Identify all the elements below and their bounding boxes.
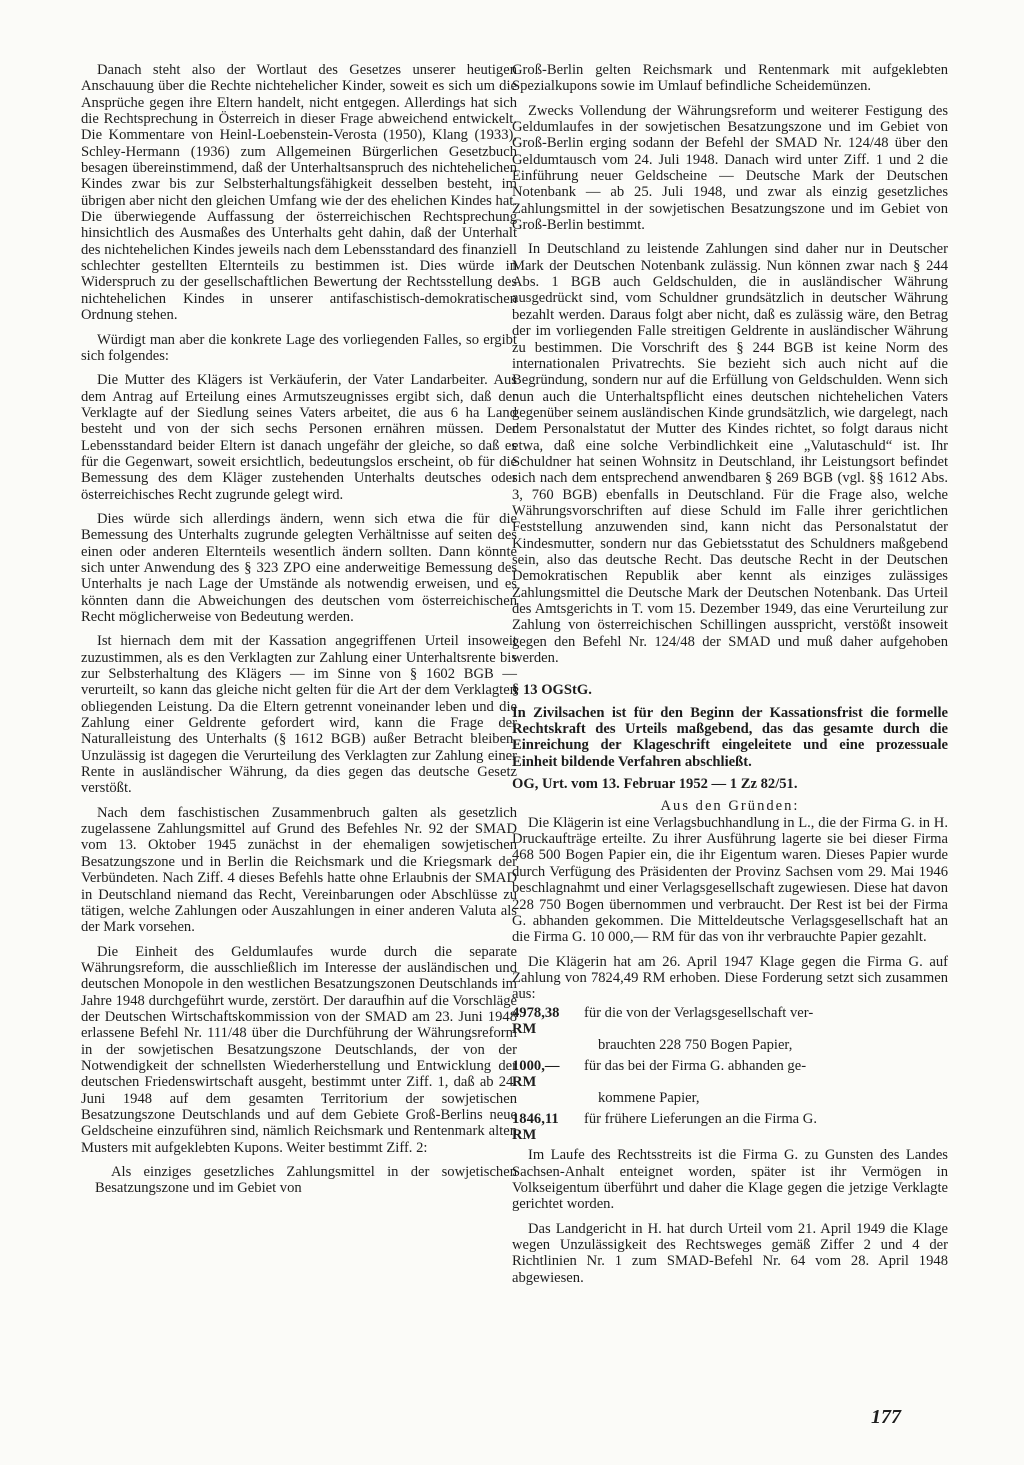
claim-amount: 1846,11 RM [512,1110,559,1143]
claim-amount: 1000,— RM [512,1057,560,1090]
paragraph: Die Einheit des Geldumlaufes wurde durch die separate Währungsreform, die ausschließlich im Interesse der ausländischen und deutschen Monopole in den westlichen Besatzungszonen Deutschlands im Jahre 1948 durchgeführt wurde, zerstört. Der daraufhin auf die Vorschläge der Deutschen Wirtschaftskommission von der SMAD am 23. Juni 1948 erlassene Befehl Nr. 111/48 über die Durchführung der Währungsreform in der sowjetischen Besatzungszone Deutschlands, der von der Notwendigkeit der schnellsten Wiederherstellung und Entwicklung der deutschen Friedenswirtschaft ausgeht, bestimmt unter Ziff. 1, daß ab 24. Juni 1948 auf dem gesamten Territorium der sowjetischen Besatzungszone Deutschlands und auf dem Gebiete Groß-Berlins neue Geldscheine einzuführen sind, nämlich Reichsmark und Rentenmark alten Musters mit aufgeklebten Kupons. Weiter bestimmt Ziff. 2: [81,943,517,1156]
section-heading: § 13 OGStG. [512,682,592,699]
paragraph: Nach dem faschistischen Zusammenbruch galten als gesetzlich zugelassene Zahlungsmittel auf Grund des Befehles Nr. 92 der SMAD vom 13. Oktober 1945 zunächst in der ehemaligen sowjetischen Besatzungszone und in Berlin die Reichsmark und die Kriegsmark der Verbündeten. Nach Ziff. 4 dieses Befehls hatte ohne Erlaubnis der SMAD in Deutschland niemand das Recht, Vereinbarungen oder Abschlüsse zu tätigen, welche Zahlungen oder Auszahlungen in einer anderen Valuta als der Mark vorsehen. [81,804,517,936]
paragraph: Groß-Berlin gelten Reichsmark und Rentenmark mit aufgeklebten Spezialkupons sowie im Umlauf befindliche Scheidemünzen. [512,62,948,95]
headnote: In Zivilsachen ist für den Beginn der Kassationsfrist die formelle Rechtskraft des Urteils maßgebend, das das gesamte durch die Einreichung der Klageschrift eingeleitete und eine prozessuale Einheit bildende Verfahren abschließt. [512,704,948,770]
quote-paragraph: Als einziges gesetzliches Zahlungsmittel in der sowjetischen Besatzungszone und im Gebiet von [95,1164,517,1197]
claim-list [512,1005,948,1144]
paragraph: Zwecks Vollendung der Währungsreform und weiterer Festigung des Geldumlaufes in der sowjetischen Besatzungszone und im Gebiet von Groß-Berlin erging sodann der Befehl der SMAD Nr. 124/48 über den Geldumtausch vom 24. Juli 1948. Danach wird unter Ziff. 1 und 2 die Einführung neuer Geldscheine — Deutsche Mark der Deutschen Notenbank — ab 25. Juli 1948, und zwar als einzig gesetzliches Zahlungsmittel in der sowjetischen Besatzungszone und im Gebiet von Groß-Berlin bestimmt. [512,102,948,234]
claim-item [512,1005,948,1038]
claim-description-continued: kommene Papier, [598,1090,700,1107]
left-column [81,62,517,1197]
paragraph: Würdigt man aber die konkrete Lage des vorliegenden Falles, so ergibt sich folgendes: [81,331,517,364]
claim-description: für das bei der Firma G. abhanden ge- [584,1057,807,1074]
claim-description-continued: brauchten 228 750 Bogen Papier, [598,1037,793,1054]
claim-item [512,1058,948,1091]
paragraph: Im Laufe des Rechtsstreits ist die Firma G. zu Gunsten des Landes Sachsen-Anhalt enteignet worden, später ist ihr Vermögen in Volkseigentum überführt und daher die Klage gegen die jetzige Verklagte gerichtet worden. [512,1147,948,1213]
right-column [512,62,948,1286]
page-number: 177 [871,1406,901,1428]
claim-item [512,1111,948,1144]
claim-amount: 4978,38 RM [512,1004,560,1037]
paragraph: Danach steht also der Wortlaut des Gesetzes unserer heutigen Anschauung über die Rechte nichtehelicher Kinder, soweit es sich um die Ansprüche gegen ihre Eltern handelt, nicht entgegen. Allerdings hat sich die Rechtsprechung in Österreich in dieser Frage abweichend entwickelt. Die Kommentare von Heinl-Loebenstein-Verosta (1950), Klang (1933), Schley-Hermann (1936) zum Allgemeinen Bürgerlichen Gesetzbuch besagen übereinstimmend, daß der Unterhaltsanspruch des nichtehelichen Kindes zwar bis zur Selbsterhaltungsfähigkeit desselben besteht, im übrigen aber nicht den gleichen Umfang wie der des ehelichen Kindes hat. Die überwiegende Auffassung der österreichischen Rechtsprechung hinsichtlich des Ausmaßes des Unterhalts geht dahin, daß der Unterhalt des nichtehelichen Kindes jeweils nach dem Lebensstandard des finanziell schlechter gestellten Elternteils zu bestimmen ist. Dies würde in Widerspruch zu der gesellschaftlichen Bewertung der Rechtsstellung des nichtehelichen Kindes in unserer antifaschistisch-demokratischen Ordnung stehen. [81,62,517,324]
paragraph: Die Klägerin ist eine Verlagsbuchhandlung in L., die der Firma G. in H. Druckaufträge erteilte. Zu ihrer Ausführung lagerte sie bei dieser Firma 468 500 Bogen Papier ein, die ihr Eigentum waren. Dieses Papier wurde durch Verfügung des Präsidenten der Provinz Sachsen vom 29. Mai 1946 beschlagnahmt und einer Verlagsgesellschaft zugewiesen. Diese hat davon 228 750 Bogen übernommen und verbraucht. Der Rest ist bei der Firma G. abhanden gekommen. Die Mitteldeutsche Verlagsgesellschaft hat an die Firma G. 10 000,— RM für das von ihr verbrauchte Papier gezahlt. [512,814,948,946]
paragraph: Die Klägerin hat am 26. April 1947 Klage gegen die Firma G. auf Zahlung von 7824,49 RM erhoben. Diese Forderung setzt sich zusammen aus: [512,953,948,1003]
paragraph: Ist hiernach dem mit der Kassation angegriffenen Urteil insoweit zuzustimmen, als es den Verklagten zur Zahlung einer Unterhaltsrente bis zur Selbsterhaltung des Klägers — im Sinne von § 1602 BGB — verurteilt, so kann das gleiche nicht gelten für die Art der dem Verklagten obliegenden Leistung. Da die Eltern getrennt voneinander leben und die Zahlung einer Geldrente gefordert wird, kann die Frage der Naturalleistung des Unterhalts (§ 1612 BGB) außer Betracht bleiben. Unzulässig ist dagegen die Verurteilung des Verklagten zur Zahlung einer Rente in ausländischer Währung, da dies gegen das deutsche Gesetz verstößt. [81,633,517,797]
grounds-heading: Aus den Gründen: [660,798,800,815]
paragraph: Dies würde sich allerdings ändern, wenn sich etwa die für die Bemessung des Unterhalts zugrunde gelegten Verhältnisse auf seiten des einen oder anderen Elternteils wesentlich ändern sollten. Dann könnte sich unter Anwendung des § 323 ZPO eine anderweitige Bemessung des Unterhalts je nach Lage der Umstände als notwendig erweisen, und es könnten dann die Abweichungen des deutschen vom österreichischen Recht möglicherweise von Bedeutung werden. [81,510,517,625]
paragraph: Das Landgericht in H. hat durch Urteil vom 21. April 1949 die Klage wegen Unzulässigkeit des Rechtsweges gemäß Ziffer 2 und 4 der Richtlinien Nr. 1 zum SMAD-Befehl Nr. 64 vom 28. April 1948 abgewiesen. [512,1220,948,1286]
claim-description: für die von der Verlagsgesellschaft ver- [584,1004,814,1021]
paragraph: Die Mutter des Klägers ist Verkäuferin, der Vater Landarbeiter. Aus dem Antrag auf Erteilung eines Armutszeugnisses ergibt sich, daß der Verklagte auf der Siedlung seines Vaters arbeitet, die aus 6 ha Land besteht und von der sich sechs Personen ernähren müssen. Der Lebensstandard beider Eltern ist danach ungefähr der gleiche, so daß es für die Gegenwart, soweit ersichtlich, bedeutungslos erscheint, ob für die Bemessung des dem Kläger zustehenden Unterhalts deutsches oder österreichisches Recht zugrunde gelegt wird. [81,372,517,503]
claim-description: für frühere Lieferungen an die Firma G. [584,1110,817,1127]
case-citation: OG, Urt. vom 13. Februar 1952 — 1 Zz 82/51. [512,776,798,793]
paragraph: In Deutschland zu leistende Zahlungen sind daher nur in Deutscher Mark der Deutschen Notenbank zulässig. Nun können zwar nach § 244 Abs. 1 BGB auch Geldschulden, die in ausländischer Währung ausgedrückt sind, vom Schuldner grundsätzlich in deutscher Währung bezahlt werden. Daraus folgt aber nicht, daß es zulässig wäre, den Betrag der im vorliegenden Falle streitigen Geldrente in ausländischer Währung zu bestimmen. Die Vorschrift des § 244 BGB ist keine Norm des internationalen Privatrechts. Sie bezieht sich auch nicht auf die Begründung, sondern nur auf die Erfüllung von Geldschulden. Wenn sich nun auch die Unterhaltspflicht eines deutschen nichtehelichen Vaters gegenüber seinem ausländischen Kinde grundsätzlich, wie dargelegt, nach dem Personalstatut der Mutter des Kindes richtet, so folgt daraus nicht etwa, daß eine solche Verbindlichkeit eine „Valutaschuld“ ist. Ihr Schuldner hat seinen Wohnsitz in Deutschland, ihr Leistungsort befindet sich nach dem entsprechend anwendbaren § 269 BGB (vgl. §§ 1612 Abs. 3, 760 BGB) ebenfalls in Deutschland. Für die Frage also, welche Währungsvorschriften auf diese Schuld im Falle ihrer gerichtlichen Feststellung anzuwenden sind, kann nicht das Personalstatut der Kindesmutter, sondern nur das Gebietsstatut des Schuldners maßgebend sein, also das deutsche Recht. Das deutsche Recht in der Deutschen Demokratischen Republik aber kennt als einziges zulässiges Zahlungsmittel die Deutsche Mark der Deutschen Notenbank. Das Urteil des Amtsgerichts in T. vom 15. Dezember 1949, das eine Verurteilung zur Zahlung von österreichischen Schillingen ausspricht, verstößt insoweit gegen den Befehl Nr. 124/48 der SMAD und muß daher aufgehoben werden. [512,241,948,667]
